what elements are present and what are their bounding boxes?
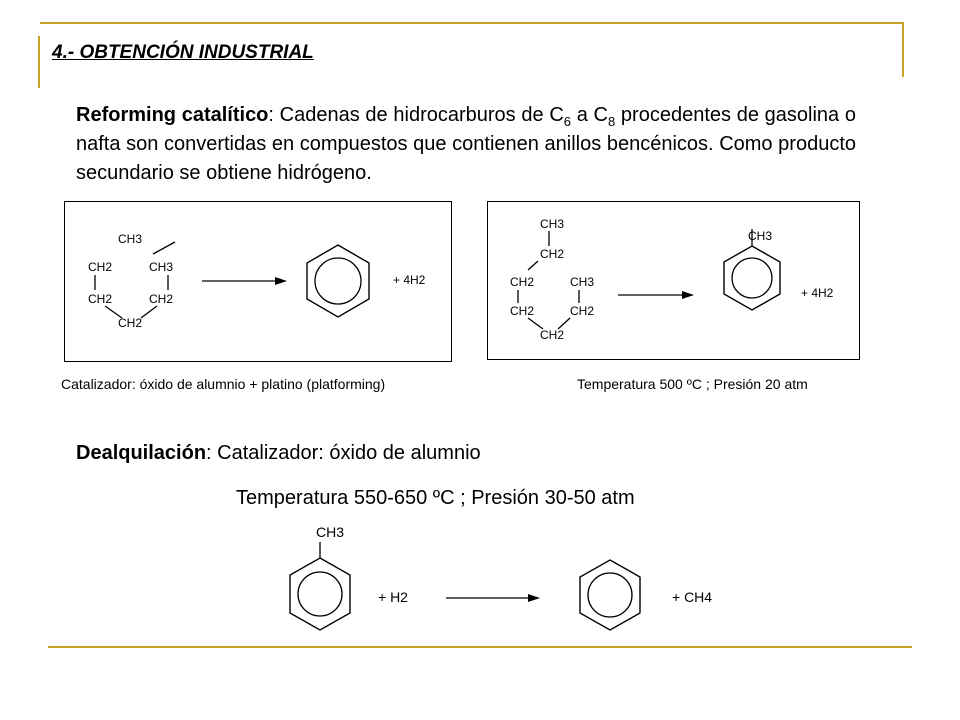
dealkylation-reaction [260, 520, 780, 640]
byproduct-label: + 4H2 [801, 286, 834, 300]
chain-label: CH3 [118, 232, 143, 246]
dealkylation-term: Dealquilación [76, 442, 207, 464]
reforming-text-2: a C [571, 104, 608, 126]
arrowhead [275, 277, 287, 285]
chain-label: CH2 [570, 304, 595, 318]
benzene-ring [580, 560, 640, 630]
chain-label: CH3 [570, 275, 595, 289]
subscript-8: 8 [607, 114, 616, 129]
chain-label: CH2 [88, 260, 113, 274]
dealkylation-heading [76, 442, 481, 465]
reaction-box-hexane [64, 201, 452, 362]
reaction-box-heptane [487, 201, 860, 360]
benzene-inner-circle [315, 258, 361, 304]
arrowhead [528, 594, 540, 602]
benzene-inner-circle [588, 573, 632, 617]
substituent-label: CH3 [748, 229, 773, 243]
chain-label: CH2 [149, 292, 174, 306]
bottom-rule [48, 646, 912, 648]
reforming-paragraph [76, 101, 856, 188]
chain-label: CH2 [540, 247, 565, 261]
catalyst-caption: Catalizador: óxido de alumnio + platino (platforming) [61, 376, 386, 392]
subscript-6: 6 [563, 114, 571, 129]
slide-title: 4.- OBTENCIÓN INDUSTRIAL [52, 42, 314, 63]
byproduct-label: + 4H2 [393, 273, 426, 287]
right-rule [902, 22, 904, 77]
dealkylation-text: : Catalizador: óxido de alumnio [206, 442, 481, 464]
chain-label: CH3 [149, 260, 174, 274]
reagent-label: + H2 [378, 589, 408, 605]
reforming-text-1: : Cadenas de hidrocarburos de C [268, 104, 564, 126]
top-rule [40, 22, 904, 24]
toluene-inner-circle [732, 258, 772, 298]
substituent-label: CH3 [316, 524, 345, 540]
chain-label: CH3 [540, 217, 565, 231]
benzene-ring [307, 245, 369, 317]
product-label: + CH4 [672, 589, 713, 605]
dealkylation-conditions: Temperatura 550-650 ºC ; Presión 30-50 atm [236, 487, 635, 509]
chain-label: CH2 [88, 292, 113, 306]
conditions-caption: Temperatura 500 ºC ; Presión 20 atm [577, 376, 808, 392]
toluene-ring [290, 558, 350, 630]
hexane-reaction-diagram [65, 202, 451, 361]
left-rule [38, 36, 40, 88]
chain-label: CH2 [510, 304, 535, 318]
heptane-reaction-diagram [488, 202, 859, 359]
bond [141, 306, 157, 318]
chain-label: CH2 [118, 316, 143, 330]
arrowhead [682, 291, 694, 299]
reforming-term: Reforming catalítico [76, 104, 269, 126]
chain-label: CH2 [540, 328, 565, 342]
bond [153, 242, 175, 254]
reforming-text-3: procedentes de gasolina o nafta son convertidas en compuestos que contienen anillos bencénicos. Como producto secundario se obtiene hidrógeno. [76, 104, 856, 184]
bond [528, 261, 538, 270]
chain-label: CH2 [510, 275, 535, 289]
toluene-inner-circle [298, 572, 342, 616]
dealkylation-diagram [260, 520, 780, 640]
